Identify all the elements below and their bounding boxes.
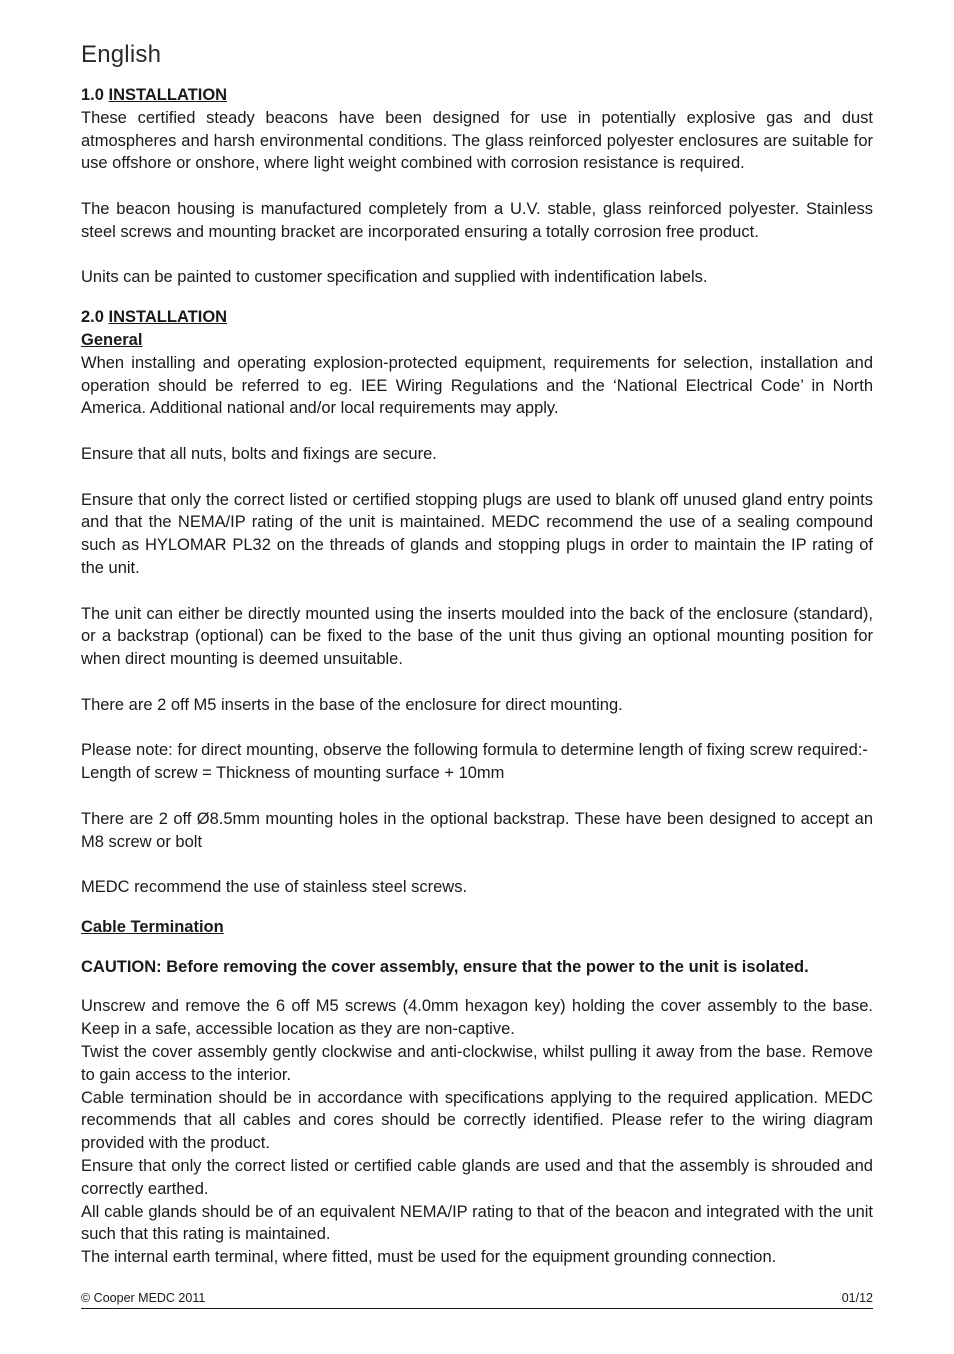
section-2-paragraph-9: MEDC recommend the use of stainless steel screws. xyxy=(81,878,468,897)
section-2-formula: Length of screw = Thickness of mounting surface + 10mm xyxy=(81,764,505,783)
section-1-number: 1.0 xyxy=(81,86,109,104)
section-2-title: INSTALLATION xyxy=(108,308,228,327)
section-1-paragraph-3: Units can be painted to customer specification and supplied with indentification labels. xyxy=(81,268,708,287)
section-1-paragraph-2: The beacon housing is manufactured completely from a U.V. stable, glass reinforced polyester. Stainless steel screws and mounting bracket are incorporated ensuring a totally corrosion free product. xyxy=(81,199,873,241)
cable-paragraph-6: The internal earth terminal, where fitted, must be used for the equipment grounding connection. xyxy=(81,1248,777,1267)
cable-paragraph-5: All cable glands should be of an equivalent NEMA/IP rating to that of the beacon and integrated with the unit such that this rating is maintained. xyxy=(81,1202,873,1244)
section-2-paragraph-6: Please note: for direct mounting, observe the following formula to determine length of fixing screw required:- xyxy=(81,741,868,760)
section-2-paragraph-1: When installing and operating explosion-protected equipment, requirements for selection, installation and operation should be referred to eg. IEE Wiring Regulations and the ‘National Electrical Code’ in North America. Additional national and/or local requirements may apply. xyxy=(81,353,873,418)
section-2-paragraph-3: Ensure that only the correct listed or certified stopping plugs are used to blank off unused gland entry points and that the NEMA/IP rating of the unit is maintained. MEDC recommend the use of a sealing compound such as HYLOMAR PL32 on the threads of glands and stopping plugs in order to maintain the IP rating of the unit. xyxy=(81,490,873,577)
section-2-paragraph-8: There are 2 off Ø8.5mm mounting holes in the optional backstrap. These have been designed to accept an M8 screw or bolt xyxy=(81,809,873,851)
section-2-paragraph-2: Ensure that all nuts, bolts and fixings are secure. xyxy=(81,444,437,463)
cable-paragraph-2: Twist the cover assembly gently clockwise and anti-clockwise, whilst pulling it away from the base. Remove to gain access to the interior. xyxy=(81,1043,873,1084)
cable-paragraph-1: Unscrew and remove the 6 off M5 screws (4.0mm hexagon key) holding the cover assembly to the base. Keep in a safe, accessible location as they are non-captive. xyxy=(81,997,873,1039)
language-title: English xyxy=(81,41,162,68)
section-1-paragraph-1: These certified steady beacons have been designed for use in potentially explosive gas and dust atmospheres and harsh environmental conditions. The glass reinforced polyester enclosures are suitable for use offshore or onshore, where light weight combined with corrosion resistance is required. xyxy=(81,108,873,173)
document-page xyxy=(81,38,873,1269)
section-2-heading xyxy=(81,306,873,329)
cable-paragraph-3: Cable termination should be in accordance with specifications applying to the required application. MEDC recommends that all cables and cores should be correctly identified. Please refer to the wiring diagram provided with the product. xyxy=(81,1088,873,1153)
section-1-heading xyxy=(81,84,873,107)
section-2-paragraph-5: There are 2 off M5 inserts in the base of the enclosure for direct mounting. xyxy=(81,695,623,714)
caution-notice: CAUTION: Before removing the cover assembly, ensure that the power to the unit is isolated. xyxy=(81,957,809,976)
page-footer xyxy=(81,1288,873,1309)
general-subheading: General xyxy=(81,330,143,349)
section-2-number: 2.0 xyxy=(81,308,109,327)
footer-copyright: © Cooper MEDC 2011 xyxy=(81,1291,206,1305)
section-2-paragraph-4: The unit can either be directly mounted using the inserts moulded into the back of the enclosure (standard), or a backstrap (optional) can be fixed to the base of the unit thus giving an optional mounting position for when direct mounting is deemed unsuitable. xyxy=(81,604,873,669)
footer-document-code: 01/12 xyxy=(841,1291,873,1305)
section-1-title: INSTALLATION xyxy=(108,86,228,104)
cable-termination-subheading: Cable Termination xyxy=(81,917,224,936)
cable-paragraph-4: Ensure that only the correct listed or certified cable glands are used and that the assembly is shrouded and correctly earthed. xyxy=(81,1157,873,1198)
